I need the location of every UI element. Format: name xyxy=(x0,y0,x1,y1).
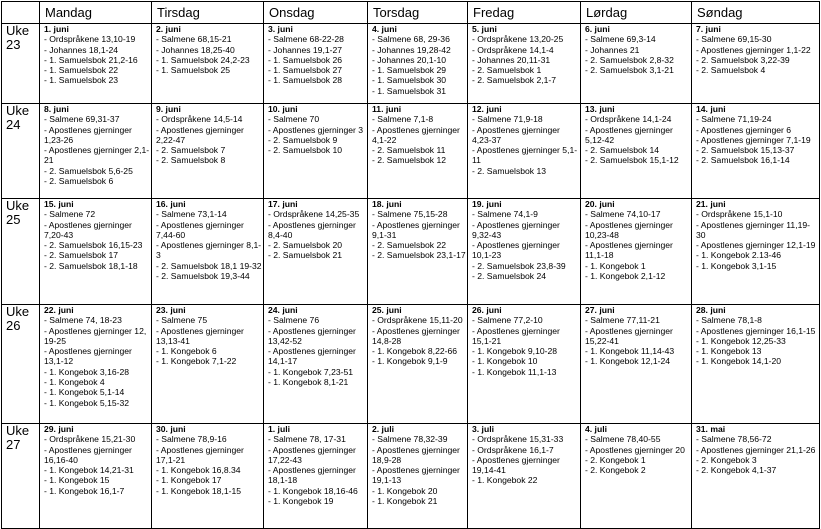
reading-line: - Salmene 74, 18-23 xyxy=(44,315,122,326)
day-cell-onsdag xyxy=(264,199,368,305)
reading-line: - 2. Samuelsbok 2,1-7 xyxy=(472,75,557,86)
reading-line: - 1. Kongebok 16,8.34 xyxy=(156,465,241,476)
reading-line: - 2. Samuelsbok 15,13-37 xyxy=(696,145,795,156)
reading-line: - 1. Kongebok 3,1-15 xyxy=(696,260,777,271)
reading-line: - Salmene 70 xyxy=(268,114,320,125)
reading-line: - 2. Samuelsbok 8 xyxy=(156,155,226,166)
reading-line: - Salmene 78,56-72 xyxy=(696,434,772,445)
week-label xyxy=(2,199,40,305)
day-date: 22. juni xyxy=(44,305,74,315)
reading-line: - Apostlenes gjerninger 1,1-22 xyxy=(696,44,811,55)
day-date: 1. juni xyxy=(44,24,69,34)
reading-line: - Apostlenes gjerninger 8,1-3 xyxy=(156,240,262,261)
day-cell-tirsdag xyxy=(152,199,264,305)
day-cell-sondag xyxy=(692,305,820,424)
day-date: 30. juni xyxy=(156,424,186,434)
reading-line: - 2. Samuelsbok 1 xyxy=(472,65,542,76)
reading-line: - Apostlenes gjerninger 16,1-15 xyxy=(696,325,816,336)
reading-line: - Apostlenes gjerninger 7,1-19 xyxy=(696,134,811,145)
reading-line: - 1. Kongebok 4 xyxy=(44,377,105,388)
reading-line: - Salmene 71,9-18 xyxy=(472,114,543,125)
day-date: 12. juni xyxy=(472,104,502,114)
reading-line: - Apostlenes gjerninger 18,1-18 xyxy=(268,465,356,486)
header-row xyxy=(2,2,820,24)
day-date: 21. juni xyxy=(696,199,726,209)
reading-line: - Apostlenes gjerninger 18,9-28 xyxy=(372,444,460,465)
reading-line: - 1. Samuelsbok 21,2-16 xyxy=(44,54,138,65)
day-cell-onsdag xyxy=(264,424,368,529)
reading-line: - 2. Samuelsbok 23,1-17 xyxy=(372,250,466,261)
day-cell-onsdag xyxy=(264,104,368,199)
reading-line: - Johannes 19,1-27 xyxy=(268,44,343,55)
reading-line: - 1. Kongebok 9,10-28 xyxy=(472,346,558,357)
reading-line: - 2. Samuelsbok 5,6-25 xyxy=(44,165,133,176)
day-cell-lordag xyxy=(581,199,692,305)
reading-line: - 2. Samuelsbok 16,15-23 xyxy=(44,240,143,251)
reading-line: - 1. Kongebok 13 xyxy=(696,346,762,357)
reading-line: - 1. Kongebok 12,25-33 xyxy=(696,335,786,346)
day-cell-torsdag xyxy=(368,305,468,424)
reading-line: - Salmene 7,1-8 xyxy=(372,114,434,125)
reading-line: - Ordspråkene 15,21-30 xyxy=(44,434,136,445)
header-corner xyxy=(2,2,40,24)
reading-line: - 2. Kongebok 2 xyxy=(585,465,646,476)
reading-line: - 2. Samuelsbok 24 xyxy=(472,271,547,282)
day-date: 26. juni xyxy=(472,305,502,315)
day-cell-sondag xyxy=(692,199,820,305)
reading-line: - 2. Samuelsbok 9 xyxy=(268,134,338,145)
reading-line: - 1. Kongebok 15 xyxy=(44,475,110,486)
reading-line: - Salmene 73,1-14 xyxy=(156,209,227,220)
day-date: 16. juni xyxy=(156,199,186,209)
reading-line: - 1. Kongebok 18,16-46 xyxy=(268,485,358,496)
day-date: 10. juni xyxy=(268,104,298,114)
week-label xyxy=(2,104,40,199)
reading-line: - 1. Samuelsbok 22 xyxy=(44,65,119,76)
reading-line: - Apostlenes gjerninger 13,1-12 xyxy=(44,346,132,367)
reading-line: - 1. Kongebok 2,1-12 xyxy=(585,271,666,282)
reading-line: - Apostlenes gjerninger 14,8-28 xyxy=(372,325,460,346)
day-date: 27. juni xyxy=(585,305,615,315)
day-date: 20. juni xyxy=(585,199,615,209)
week-row xyxy=(2,424,820,529)
reading-line: - 2. Samuelsbok 15,1-12 xyxy=(585,155,679,166)
reading-line: - 2. Samuelsbok 2,8-32 xyxy=(585,54,674,65)
reading-line: - Ordspråkene 15,1-10 xyxy=(696,209,783,220)
reading-line: - 2. Samuelsbok 10 xyxy=(268,145,343,156)
reading-line: - Apostlenes gjerninger 2,1-21 xyxy=(44,145,150,166)
reading-line: - 1. Kongebok 8,1-21 xyxy=(268,377,349,388)
reading-line: - 2. Samuelsbok 19,3-44 xyxy=(156,271,250,282)
reading-line: - 2. Samuelsbok 14 xyxy=(585,145,660,156)
reading-line: - 1. Kongebok 2.13-46 xyxy=(696,250,782,261)
day-date: 3. juli xyxy=(472,424,494,434)
reading-line: - Salmene 68, 29-36 xyxy=(372,34,450,45)
day-date: 2. juli xyxy=(372,424,394,434)
header-lordag: Lørdag xyxy=(581,2,692,24)
reading-line: - 2. Samuelsbok 12 xyxy=(372,155,447,166)
day-cell-mandag xyxy=(40,104,152,199)
reading-line: - 1. Samuelsbok 25 xyxy=(156,65,231,76)
day-cell-sondag xyxy=(692,424,820,529)
reading-line: - Apostlenes gjerninger 12,1-19 xyxy=(696,240,816,251)
week-label-line: Uke xyxy=(6,23,30,38)
day-cell-lordag xyxy=(581,424,692,529)
reading-line: - Apostlenes gjerninger 5,12-42 xyxy=(585,124,673,145)
day-date: 17. juni xyxy=(268,199,298,209)
header-mandag: Mandag xyxy=(40,2,152,24)
reading-line: - 1. Kongebok 19 xyxy=(268,496,334,507)
reading-line: - Salmene 71,19-24 xyxy=(696,114,772,125)
day-date: 3. juni xyxy=(268,24,293,34)
reading-line: - 2. Samuelsbok 4 xyxy=(696,65,766,76)
reading-line: - Johannes 18,1-24 xyxy=(44,44,119,55)
reading-line: - Salmene 77,11-21 xyxy=(585,315,660,326)
header-tirsdag: Tirsdag xyxy=(152,2,264,24)
reading-line: - Ordspråkene 15,31-33 xyxy=(472,434,564,445)
header-onsdag: Onsdag xyxy=(264,2,368,24)
reading-line: - 2. Samuelsbok 20 xyxy=(268,240,343,251)
reading-line: - Johannes 18,25-40 xyxy=(156,44,235,55)
week-label-line: 23 xyxy=(6,37,21,52)
day-cell-fredag xyxy=(468,24,581,104)
reading-line: - Salmene 72 xyxy=(44,209,96,220)
reading-line: - 1. Kongebok 11,14-43 xyxy=(585,346,675,357)
day-date: 29. juni xyxy=(44,424,74,434)
reading-line: - Apostlenes gjerninger 14,1-17 xyxy=(268,346,356,367)
day-cell-tirsdag xyxy=(152,104,264,199)
reading-line: - 1. Kongebok 14,1-20 xyxy=(696,356,782,367)
reading-line: - 2. Kongebok 1 xyxy=(585,454,646,465)
reading-line: - 2. Kongebok 4,1-37 xyxy=(696,465,777,476)
day-date: 1. juli xyxy=(268,424,290,434)
reading-line: - Apostlenes gjerninger 10,23-48 xyxy=(585,219,673,240)
reading-line: - Apostlenes gjerninger 11,19-30 xyxy=(696,219,811,240)
week-label xyxy=(2,305,40,424)
week-label-line: Uke xyxy=(6,198,30,213)
reading-line: - Ordspråkene 13,10-19 xyxy=(44,34,136,45)
reading-line: - Ordspråkene 14,25-35 xyxy=(268,209,360,220)
reading-line: - 1. Kongebok 14,21-31 xyxy=(44,465,134,476)
day-cell-lordag xyxy=(581,104,692,199)
reading-line: - Salmene 69,31-37 xyxy=(44,114,120,125)
reading-line: - 1. Kongebok 18,1-15 xyxy=(156,485,242,496)
reading-line: - Apostlenes gjerninger 17,1-21 xyxy=(156,444,244,465)
reading-line: - Apostlenes gjerninger 13,13-41 xyxy=(156,325,244,346)
week-label-line: Uke xyxy=(6,304,30,319)
reading-line: - Salmene 75,15-28 xyxy=(372,209,448,220)
reading-line: - 2. Samuelsbok 23,8-39 xyxy=(472,260,566,271)
reading-line: - 1. Samuelsbok 24,2-23 xyxy=(156,54,250,65)
reading-line: - Salmene 69,15-30 xyxy=(696,34,772,45)
reading-line: - 1. Kongebok 21 xyxy=(372,496,438,507)
reading-line: - 1. Samuelsbok 23 xyxy=(44,75,119,86)
day-cell-mandag xyxy=(40,24,152,104)
day-cell-fredag xyxy=(468,104,581,199)
reading-line: - 1. Kongebok 10 xyxy=(472,356,538,367)
week-row xyxy=(2,199,820,305)
reading-line: - Apostlenes gjerninger 3 xyxy=(268,124,364,135)
day-cell-tirsdag xyxy=(152,305,264,424)
day-date: 6. juni xyxy=(585,24,610,34)
day-date: 18. juni xyxy=(372,199,402,209)
reading-line: - Salmene 78,9-16 xyxy=(156,434,227,445)
day-date: 4. juli xyxy=(585,424,607,434)
reading-line: - Apostlenes gjerninger 1,23-26 xyxy=(44,124,132,145)
reading-line: - Apostlenes gjerninger 15,22-41 xyxy=(585,325,673,346)
day-cell-lordag xyxy=(581,305,692,424)
reading-line: - Apostlenes gjerninger 7,20-43 xyxy=(44,219,132,240)
reading-line: - 1. Samuelsbok 27 xyxy=(268,65,343,76)
reading-line: - 2. Samuelsbok 16,1-14 xyxy=(696,155,790,166)
week-label-line: Uke xyxy=(6,103,30,118)
reading-line: - 1. Kongebok 5,15-32 xyxy=(44,397,130,408)
day-date: 5. juni xyxy=(472,24,497,34)
week-label-line: 27 xyxy=(6,437,21,452)
reading-line: - 1. Kongebok 11,1-13 xyxy=(472,366,557,377)
reading-line: - 1. Samuelsbok 26 xyxy=(268,54,343,65)
reading-line: - 1. Kongebok 3,16-28 xyxy=(44,366,130,377)
day-date: 19. juni xyxy=(472,199,502,209)
day-date: 9. juni xyxy=(156,104,181,114)
reading-line: - 2. Samuelsbok 6 xyxy=(44,176,114,187)
week-row xyxy=(2,305,820,424)
day-cell-onsdag xyxy=(264,305,368,424)
day-date: 8. juni xyxy=(44,104,69,114)
week-row xyxy=(2,104,820,199)
reading-line: - 1. Kongebok 7,1-22 xyxy=(156,356,237,367)
reading-line: - 1. Kongebok 6 xyxy=(156,346,217,357)
reading-line: - Apostlenes gjerninger 4,23-37 xyxy=(472,124,560,145)
day-cell-mandag xyxy=(40,199,152,305)
reading-line: - Apostlenes gjerninger 19,14-41 xyxy=(472,454,560,476)
reading-line: - 1. Samuelsbok 30 xyxy=(372,75,447,86)
reading-line: - 2. Samuelsbok 22 xyxy=(372,240,447,251)
reading-line: - Apostlenes gjerninger 21,1-26 xyxy=(696,444,816,455)
day-cell-onsdag xyxy=(264,24,368,104)
reading-line: - Johannes 20,11-31 xyxy=(472,54,551,65)
reading-line: - Apostlenes gjerninger 10,1-23 xyxy=(472,240,560,261)
reading-line: - 2. Samuelsbok 11 xyxy=(372,145,446,156)
day-cell-lordag xyxy=(581,24,692,104)
reading-line: - 1. Kongebok 7,23-51 xyxy=(268,366,354,377)
reading-line: - Salmene 74,1-9 xyxy=(472,209,538,220)
reading-line: - Apostlenes gjerninger 8,4-40 xyxy=(268,219,356,240)
day-cell-torsdag xyxy=(368,104,468,199)
reading-line: - 1. Kongebok 5,1-14 xyxy=(44,387,125,398)
reading-line: - Apostlenes gjerninger 7,44-60 xyxy=(156,219,244,240)
reading-line: - 1. Kongebok 12,1-24 xyxy=(585,356,671,367)
reading-line: - Apostlenes gjerninger 5,1-11 xyxy=(472,145,578,166)
reading-line: - 1. Kongebok 8,22-66 xyxy=(372,346,458,357)
day-cell-tirsdag xyxy=(152,424,264,529)
reading-line: - 1. Kongebok 9,1-9 xyxy=(372,356,448,367)
reading-line: - 2. Samuelsbok 13 xyxy=(472,165,547,176)
reading-line: - Apostlenes gjerninger 12, 19-25 xyxy=(44,325,147,346)
reading-line: - Apostlenes gjerninger 2,22-47 xyxy=(156,124,244,145)
day-cell-fredag xyxy=(468,305,581,424)
day-cell-tirsdag xyxy=(152,24,264,104)
reading-line: - Apostlenes gjerninger 6 xyxy=(696,124,792,135)
day-date: 13. juni xyxy=(585,104,615,114)
reading-plan-table xyxy=(1,1,820,529)
reading-line: - Ordspråkene 13,20-25 xyxy=(472,34,564,45)
reading-line: - Johannes 19,28-42 xyxy=(372,44,451,55)
reading-line: - Salmene 78, 17-31 xyxy=(268,434,346,445)
reading-line: - 2. Samuelsbok 21 xyxy=(268,250,343,261)
reading-line: - Ordspråkene 16,1-7 xyxy=(472,444,554,455)
reading-line: - Apostlenes gjerninger 9,32-43 xyxy=(472,219,560,240)
reading-line: - 1. Kongebok 16,1-7 xyxy=(44,485,125,496)
reading-line: - 2. Samuelsbok 18,1-18 xyxy=(44,260,138,271)
day-date: 23. juni xyxy=(156,305,186,315)
reading-line: - Salmene 68-22-28 xyxy=(268,34,344,45)
week-row xyxy=(2,24,820,104)
reading-line: - Ordspråkene 14,5-14 xyxy=(156,114,243,125)
reading-line: - Salmene 78,1-8 xyxy=(696,315,762,326)
reading-line: - Johannes 20,1-10 xyxy=(372,54,447,65)
reading-line: - 2. Samuelsbok 3,1-21 xyxy=(585,65,674,76)
reading-line: - Ordspråkene 14,1-4 xyxy=(472,44,554,55)
day-date: 15. juni xyxy=(44,199,74,209)
reading-line: - Salmene 78,40-55 xyxy=(585,434,661,445)
day-date: 28. juni xyxy=(696,305,726,315)
reading-line: - Salmene 74,10-17 xyxy=(585,209,661,220)
day-cell-fredag xyxy=(468,199,581,305)
reading-line: - Salmene 69,3-14 xyxy=(585,34,656,45)
reading-line: - Apostlenes gjerninger 17,22-43 xyxy=(268,444,356,465)
plan-body xyxy=(2,24,820,529)
reading-line: - Ordspråkene 14,1-24 xyxy=(585,114,672,125)
reading-line: - Apostlenes gjerninger 13,42-52 xyxy=(268,325,356,346)
reading-line: - Salmene 76 xyxy=(268,315,320,326)
reading-line: - Salmene 75 xyxy=(156,315,208,326)
day-date: 25. juni xyxy=(372,305,402,315)
reading-line: - 2. Samuelsbok 3,22-39 xyxy=(696,54,790,65)
reading-line: - 2. Kongebok 3 xyxy=(696,454,757,465)
reading-line: - Salmene 68,15-21 xyxy=(156,34,232,45)
day-date: 7. juni xyxy=(696,24,721,34)
week-label-line: Uke xyxy=(6,423,30,438)
header-fredag: Fredag xyxy=(468,2,581,24)
reading-line: - Apostlenes gjerninger 9,1-31 xyxy=(372,219,460,240)
day-cell-sondag xyxy=(692,24,820,104)
week-label xyxy=(2,24,40,104)
reading-line: - Johannes 21 xyxy=(585,44,640,55)
day-cell-mandag xyxy=(40,424,152,529)
reading-line: - Salmene 77,2-10 xyxy=(472,315,543,326)
day-cell-torsdag xyxy=(368,424,468,529)
day-date: 24. juni xyxy=(268,305,298,315)
reading-line: - 1. Kongebok 1 xyxy=(585,260,646,271)
reading-line: - Apostlenes gjerninger 4,1-22 xyxy=(372,124,460,145)
reading-line: - Apostlenes gjerninger 16,16-40 xyxy=(44,444,132,465)
week-label-line: 25 xyxy=(6,212,21,227)
reading-line: - Apostlenes gjerninger 11,1-18 xyxy=(585,240,673,261)
reading-line: - Apostlenes gjerninger 19,1-13 xyxy=(372,465,460,486)
day-cell-torsdag xyxy=(368,199,468,305)
week-label-line: 24 xyxy=(6,117,21,132)
reading-line: - Apostlenes gjerninger 15,1-21 xyxy=(472,325,560,346)
day-cell-fredag xyxy=(468,424,581,529)
reading-line: - 1. Samuelsbok 28 xyxy=(268,75,343,86)
reading-line: - Apostlenes gjerninger 20 xyxy=(585,444,685,455)
day-cell-torsdag xyxy=(368,24,468,104)
day-date: 31. mai xyxy=(696,424,726,434)
reading-line: - Ordspråkene 15,11-20 xyxy=(372,315,463,326)
day-date: 2. juni xyxy=(156,24,181,34)
week-label xyxy=(2,424,40,529)
reading-line: - 1. Samuelsbok 29 xyxy=(372,65,447,76)
reading-line: - 2. Samuelsbok 17 xyxy=(44,250,119,261)
header-sondag: Søndag xyxy=(692,2,820,24)
day-date: 11. juni xyxy=(372,104,402,114)
reading-line: - 1. Samuelsbok 31 xyxy=(372,85,447,96)
reading-line: - Salmene 78,32-39 xyxy=(372,434,448,445)
day-date: 14. juni xyxy=(696,104,726,114)
reading-line: - 2. Samuelsbok 7 xyxy=(156,145,226,156)
header-torsdag: Torsdag xyxy=(368,2,468,24)
day-date: 4. juni xyxy=(372,24,397,34)
day-cell-sondag xyxy=(692,104,820,199)
reading-line: - 1. Kongebok 17 xyxy=(156,475,222,486)
reading-line: - 1. Kongebok 20 xyxy=(372,485,438,496)
week-label-line: 26 xyxy=(6,318,21,333)
reading-line: - 2. Samuelsbok 18,1 19-32 xyxy=(156,260,262,271)
reading-line: - 1. Kongebok 22 xyxy=(472,475,538,486)
day-cell-mandag xyxy=(40,305,152,424)
